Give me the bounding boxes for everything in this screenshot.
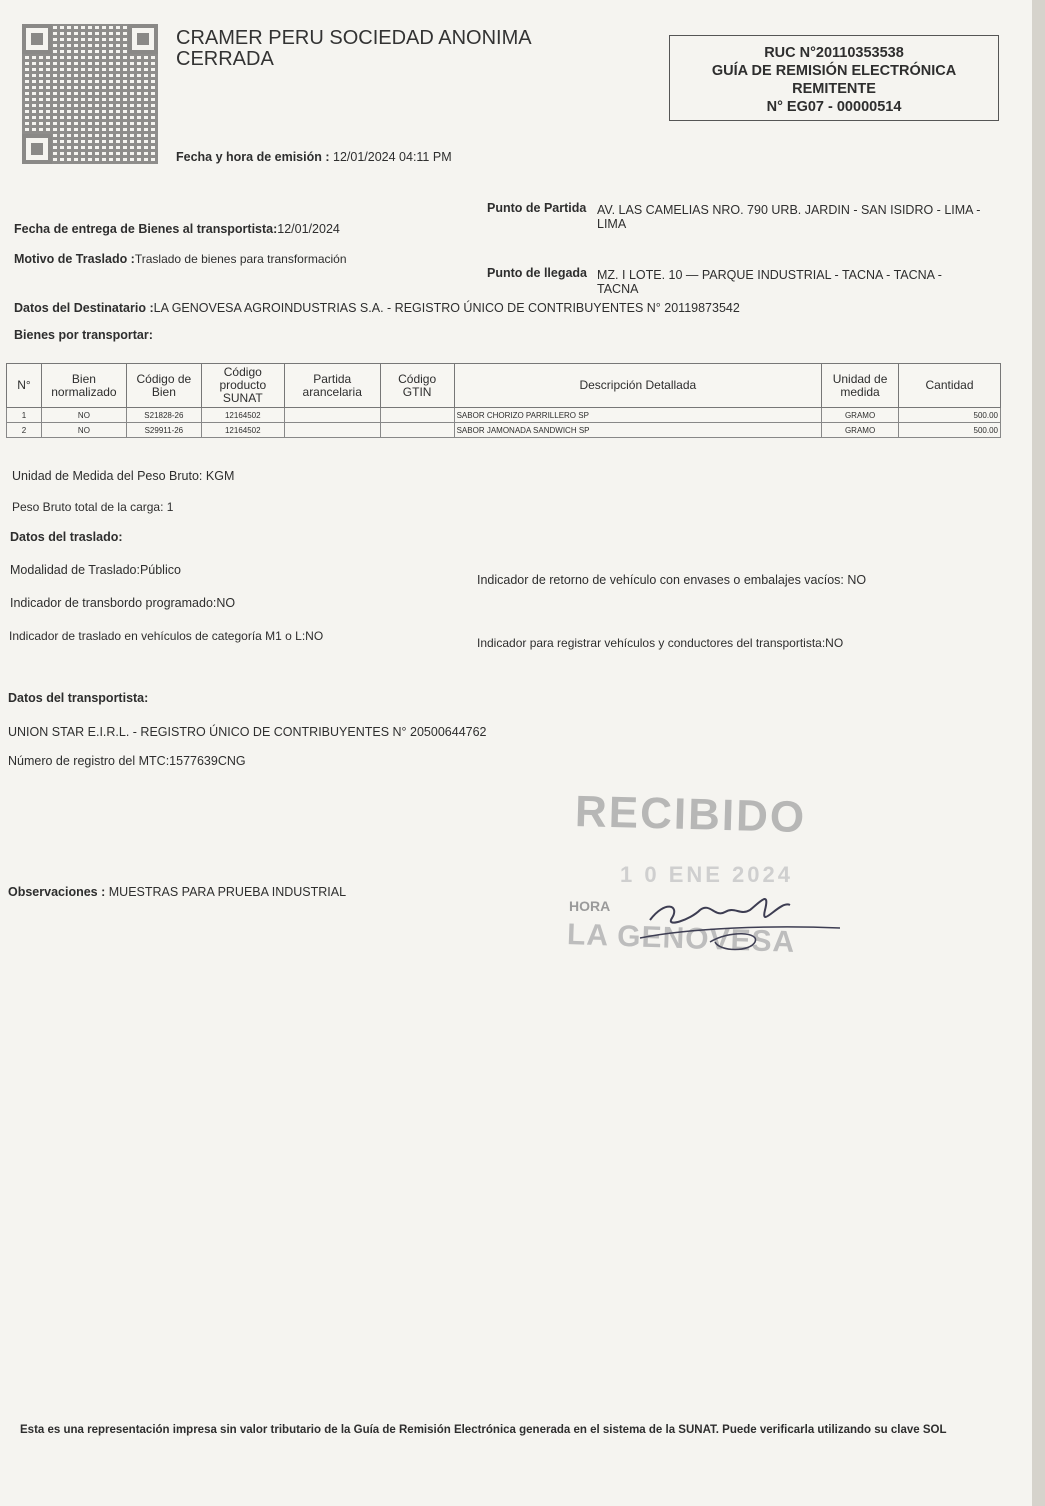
issue-date-label: Fecha y hora de emisión : [176,150,330,164]
document-number: N° EG07 - 00000514 [766,99,902,115]
company-name-line1: CRAMER PERU SOCIEDAD ANONIMA [176,27,532,49]
carrier-heading-text: Datos del transportista: [8,691,149,705]
table-cell [380,423,454,438]
weight-total-label: Peso Bruto total de la carga: [12,500,164,514]
delivery-date-label: Fecha de entrega de Bienes al transportista: [14,222,278,236]
transfer-heading-text: Datos del traslado: [10,530,123,544]
received-stamp-hora: HORA [569,898,611,914]
table-cell: S21828-26 [126,408,201,423]
table-cell: 12164502 [201,423,284,438]
register-indicator: Indicador para registrar vehículos y conductores del transportista:NO [477,636,844,650]
table-cell: 12164502 [201,408,284,423]
signature-icon [620,880,850,960]
carrier-mtc: Número de registro del MTC:1577639CNG [8,754,246,768]
column-header: Unidad de medida [822,364,899,408]
observations [8,885,346,899]
return-indicator: Indicador de retorno de vehículo con envases o embalajes vacíos: NO [477,573,867,587]
document-type-line2: REMITENTE [792,81,876,97]
table-cell: SABOR CHORIZO PARRILLERO SP [454,408,822,423]
transshipment-indicator: Indicador de transbordo programado:NO [10,596,236,610]
company-name [176,28,596,70]
qr-finder-icon [128,24,158,54]
carrier-name: UNION STAR E.I.R.L. - REGISTRO ÚNICO DE CONTRIBUYENTES N° 20500644762 [8,725,487,739]
table-cell: SABOR JAMONADA SANDWICH SP [454,423,822,438]
destination-value: MZ. I LOTE. 10 — PARQUE INDUSTRIAL - TACNA - TACNA - TACNA [597,268,942,296]
table-cell [284,408,380,423]
observations-value: MUESTRAS PARA PRUEBA INDUSTRIAL [108,885,347,899]
column-header: Cantidad [899,364,1001,408]
table-row [7,423,1001,438]
received-stamp-date: 1 0 ENE 2024 [620,862,793,887]
issue-date [176,150,452,164]
transfer-heading [10,530,123,544]
weight-unit-value: KGM [205,469,235,483]
page-edge [1032,0,1045,1506]
weight-unit [12,469,234,483]
table-cell: 1 [7,408,42,423]
goods-heading [14,328,153,342]
issue-date-value: 12/01/2024 04:11 PM [333,150,452,164]
weight-total-value: 1 [166,500,174,514]
table-cell [380,408,454,423]
goods-table-header [7,364,1001,408]
transfer-modality: Modalidad de Traslado:Público [10,563,181,577]
table-cell: GRAMO [822,408,899,423]
column-header: Código producto SUNAT [201,364,284,408]
column-header: Descripción Detallada [454,364,822,408]
received-stamp: RECIBIDO [574,786,807,843]
column-header: Partida arancelaria [284,364,380,408]
column-header: Código de Bien [126,364,201,408]
column-header: Bien normalizado [41,364,126,408]
table-cell: S29911-26 [126,423,201,438]
table-cell: GRAMO [822,423,899,438]
observations-label: Observaciones : [8,885,106,899]
carrier-heading [8,691,148,705]
company-name-line2: CERRADA [176,48,274,70]
recipient [14,301,740,315]
origin-label-text: Punto de Partida [487,201,587,215]
table-cell: 2 [7,423,42,438]
ruc-number: RUC N°20110353538 [764,45,904,61]
qr-finder-icon [22,24,52,54]
destination-label-text: Punto de llegada [487,266,588,280]
footer-disclaimer: Esta es una representación impresa sin valor tributario de la Guía de Remisión Electrónica generada en el sistema de la SUNAT. Puede verificarla utilizando su clave SOL [20,1424,947,1436]
column-header: N° [7,364,42,408]
table-cell: NO [41,408,126,423]
qr-finder-icon [22,134,52,164]
delivery-date [14,222,340,236]
origin-value: AV. LAS CAMELIAS NRO. 790 URB. JARDIN - SAN ISIDRO - LIMA - LIMA [597,203,981,231]
column-header: Código GTIN [380,364,454,408]
delivery-date-value: 12/01/2024 [277,222,340,236]
document-type-line1: GUÍA DE REMISIÓN ELECTRÓNICA [711,63,957,79]
transfer-reason-label: Motivo de Traslado : [14,252,135,266]
qr-code-icon [22,24,158,164]
transfer-reason [14,252,347,266]
weight-total [12,500,173,514]
goods-table [6,363,1001,438]
ruc-box [669,35,999,121]
weight-unit-label: Unidad de Medida del Peso Bruto: [12,469,203,483]
transfer-reason-value: Traslado de bienes para transformación [134,252,347,266]
received-stamp-company: LA GENOVESA [566,918,796,959]
goods-heading-text: Bienes por transportar: [14,328,153,342]
origin-label [487,201,586,215]
table-row [7,408,1001,423]
recipient-value: LA GENOVESA AGROINDUSTRIAS S.A. - REGISTRO ÚNICO DE CONTRIBUYENTES N° 20119873542 [153,301,740,315]
table-cell: NO [41,423,126,438]
recipient-label: Datos del Destinatario : [14,301,154,315]
table-cell: 500.00 [899,408,1001,423]
table-cell: 500.00 [899,423,1001,438]
destination-label [487,266,587,280]
table-cell [284,423,380,438]
m1l-indicator: Indicador de traslado en vehículos de categoría M1 o L:NO [9,629,324,643]
